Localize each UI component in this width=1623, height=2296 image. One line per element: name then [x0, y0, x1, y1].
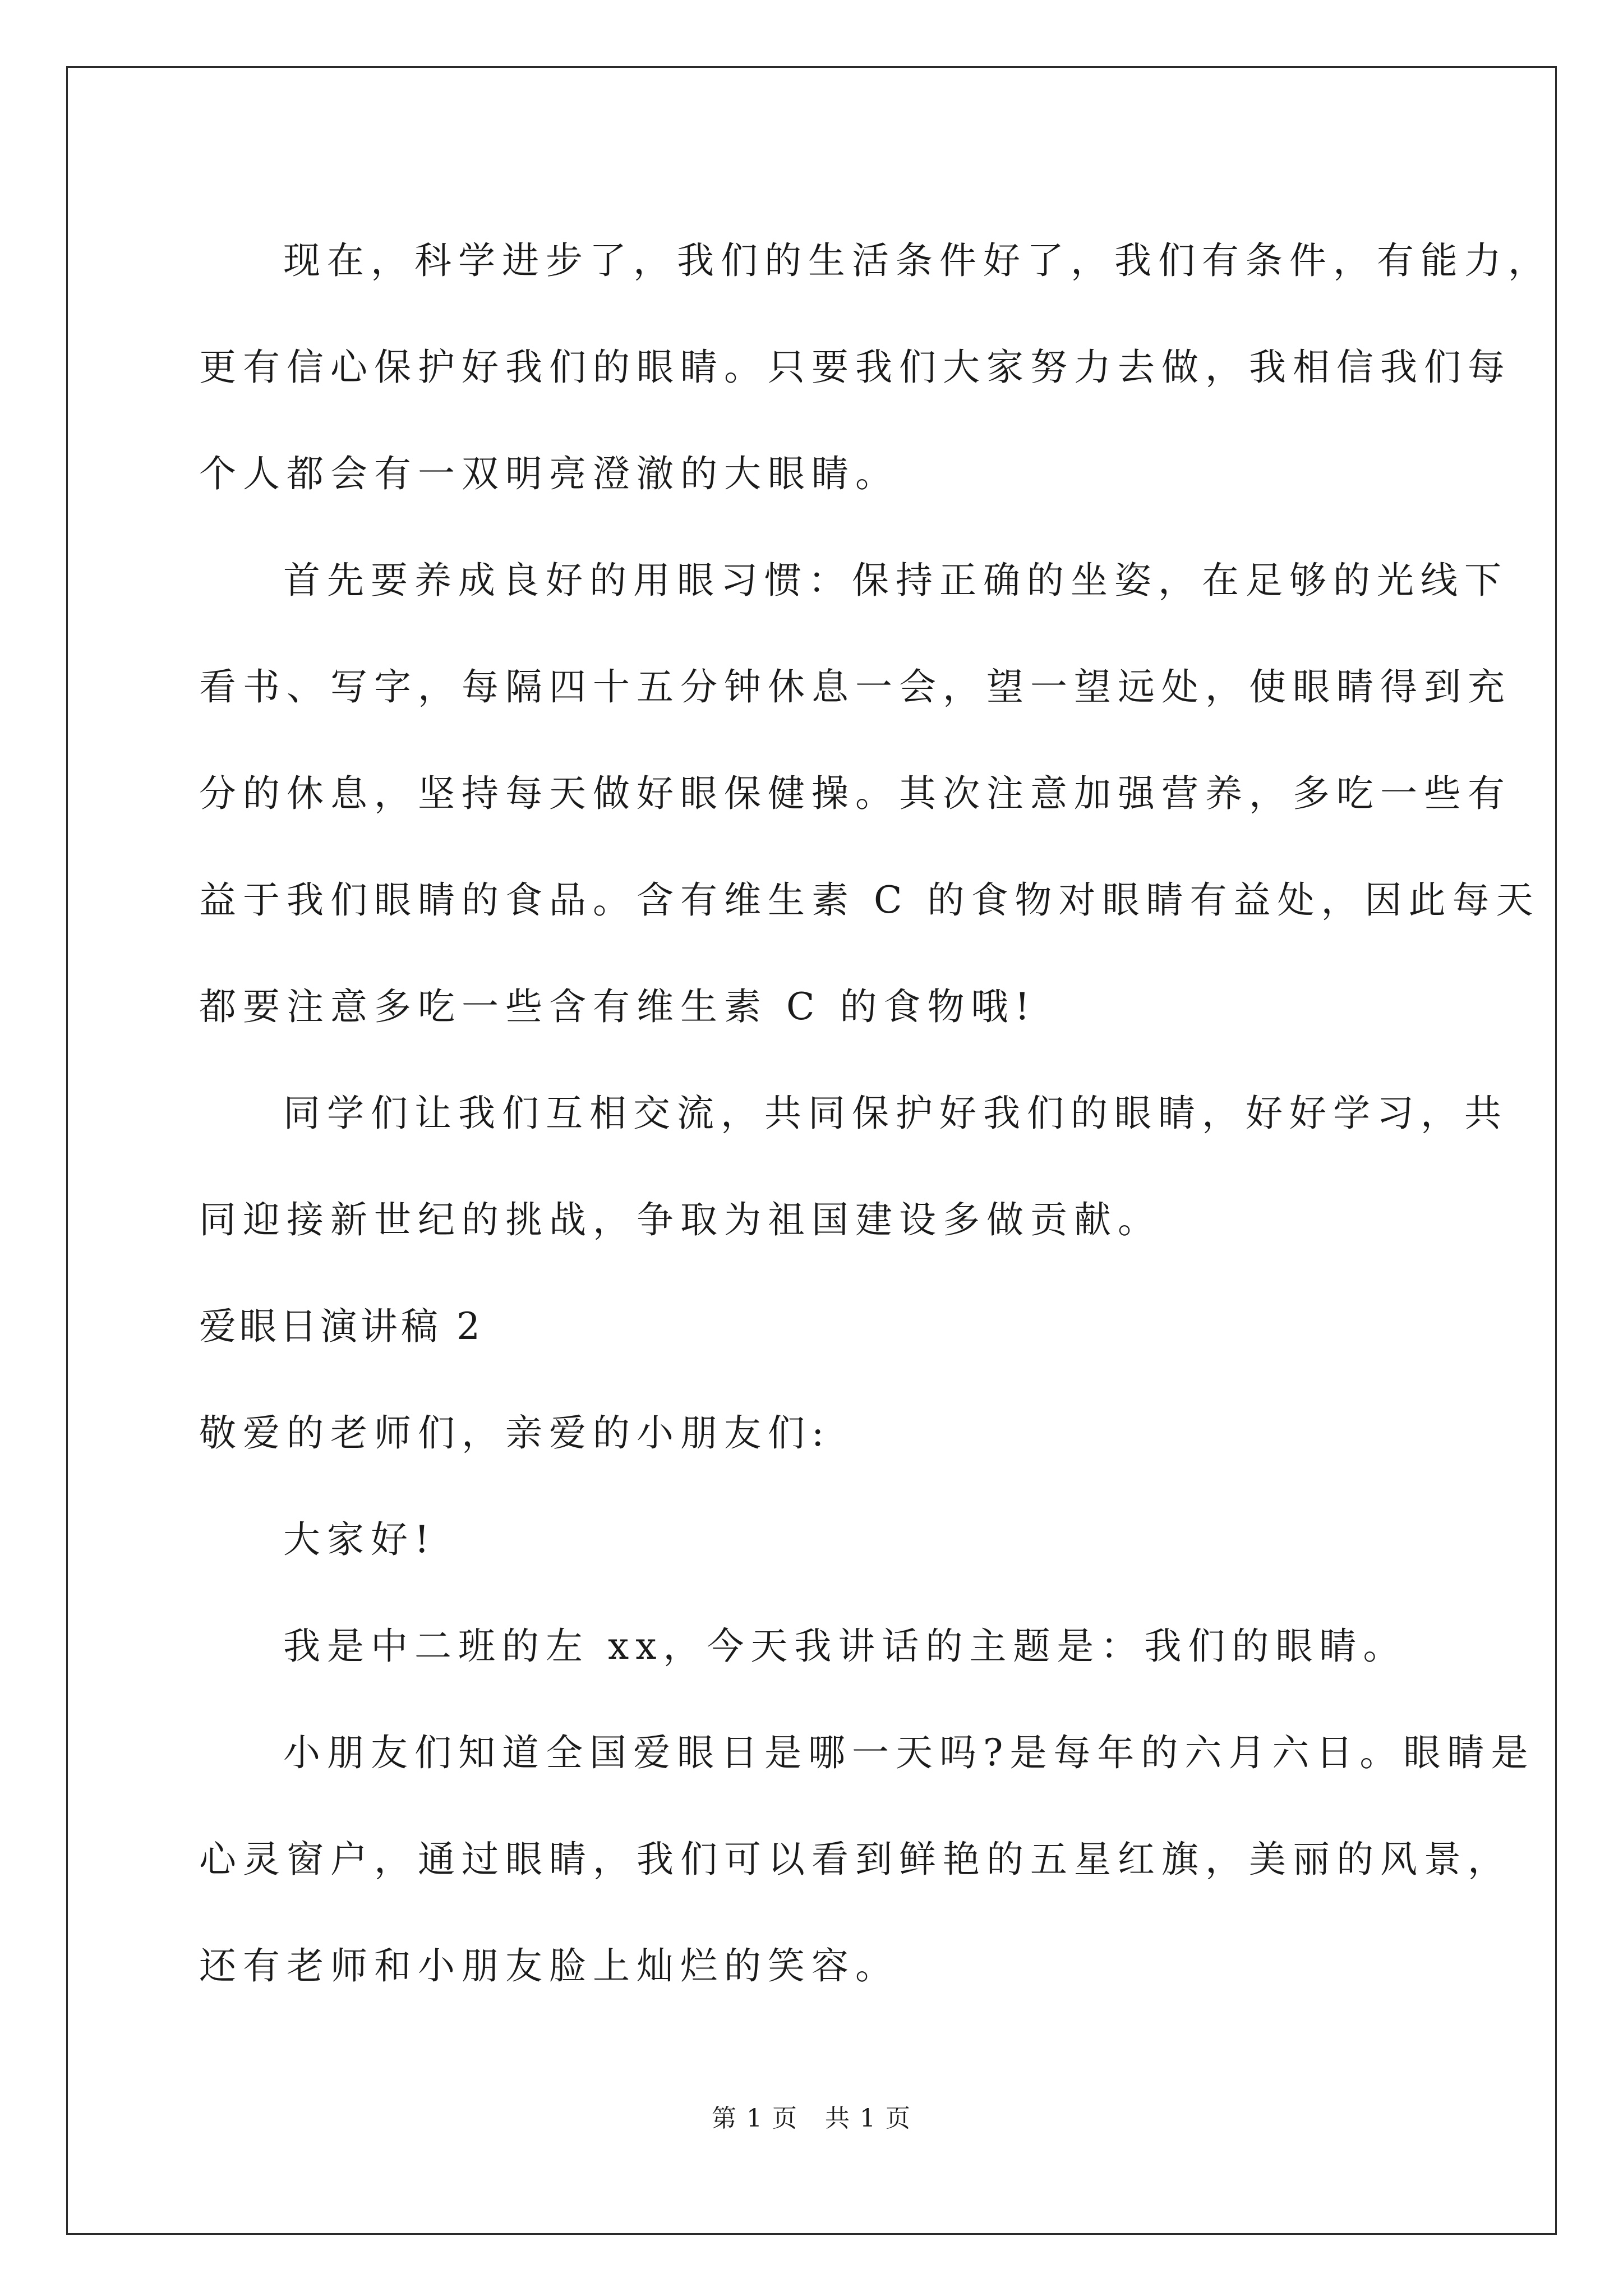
paragraph-line: 同迎接新世纪的挑战，争取为祖国建设多做贡献。 [199, 1198, 1161, 1241]
paragraph-line: 同学们让我们互相交流，共同保护好我们的眼睛，好好学习，共 [283, 1092, 1508, 1135]
page-footer [0, 2098, 1623, 2134]
paragraph-line: 益于我们眼睛的食品。含有维生素 C 的食物对眼睛有益处，因此每天 [199, 878, 1540, 922]
section-heading: 爱眼日演讲稿 2 [199, 1305, 483, 1348]
paragraph-line: 我是中二班的左 xx，今天我讲话的主题是：我们的眼睛。 [283, 1625, 1407, 1668]
paragraph-line: 心灵窗户，通过眼睛，我们可以看到鲜艳的五星红旗，美丽的风景， [199, 1838, 1511, 1881]
paragraph-line: 分的休息，坚持每天做好眼保健操。其次注意加强营养，多吃一些有 [199, 772, 1511, 815]
document-body [199, 208, 1552, 2019]
page-number: 第 1 页 [712, 2104, 799, 2133]
paragraph-line: 首先要养成良好的用眼习惯：保持正确的坐姿，在足够的光线下 [283, 559, 1508, 602]
paragraph-line: 个人都会有一双明亮澄澈的大眼睛。 [199, 452, 899, 495]
page-total: 共 1 页 [824, 2104, 911, 2133]
greeting-line: 大家好! [283, 1518, 436, 1561]
paragraph-line: 看书、写字，每隔四十五分钟休息一会，望一望远处，使眼睛得到充 [199, 665, 1511, 708]
paragraph-line: 还有老师和小朋友脸上灿烂的笑容。 [199, 1944, 899, 1987]
paragraph-line: 都要注意多吃一些含有维生素 C 的食物哦! [199, 985, 1036, 1028]
paragraph-line: 更有信心保护好我们的眼睛。只要我们大家努力去做，我相信我们每 [199, 346, 1511, 389]
paragraph-line: 小朋友们知道全国爱眼日是哪一天吗?是每年的六月六日。眼睛是 [283, 1731, 1535, 1774]
salutation-line: 敬爱的老师们，亲爱的小朋友们: [199, 1411, 831, 1455]
paragraph-line: 现在，科学进步了，我们的生活条件好了，我们有条件，有能力， [283, 239, 1552, 282]
